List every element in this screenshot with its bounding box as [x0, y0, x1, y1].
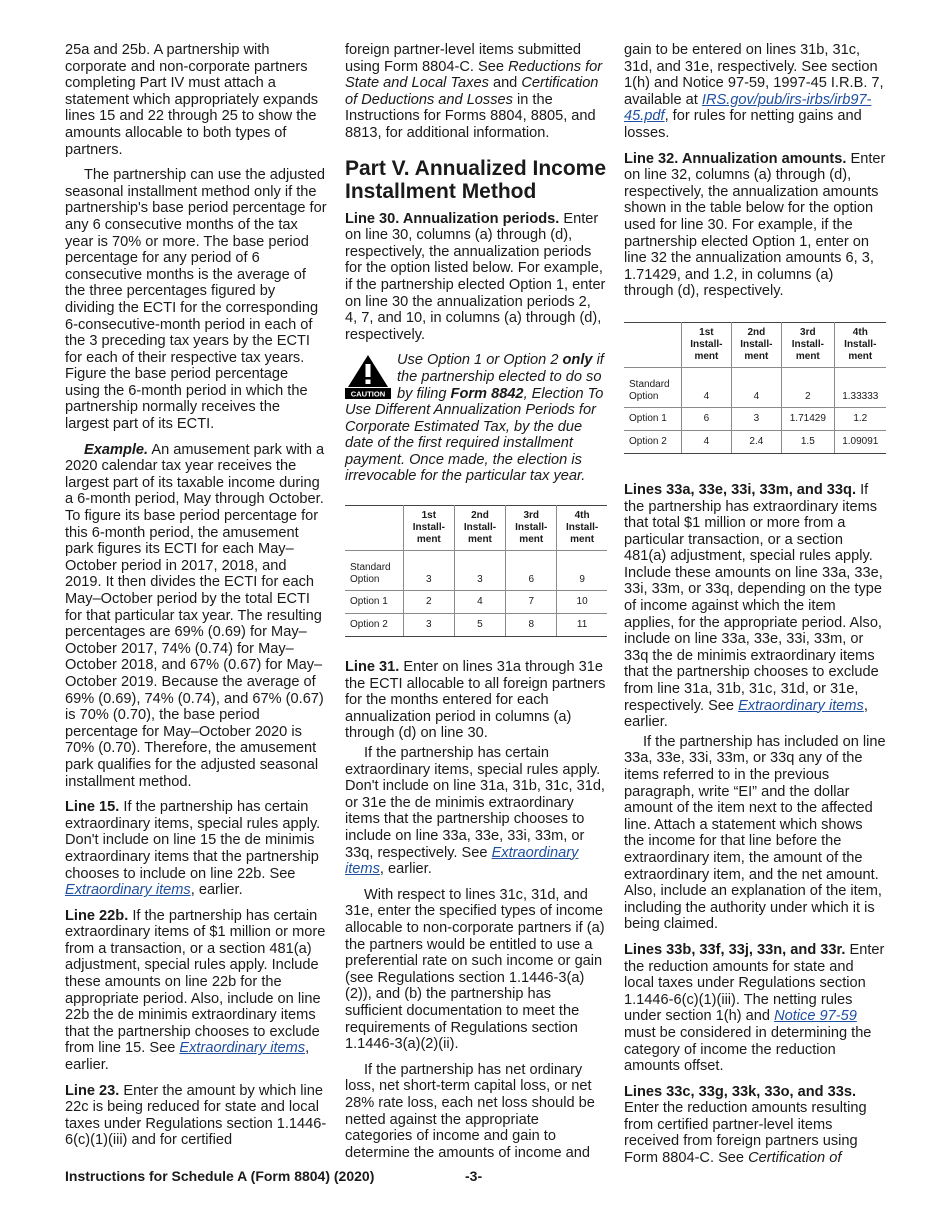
lines-33b-paragraph: [624, 942, 886, 1075]
table-cell: 1.33333: [834, 367, 886, 407]
example-label: Example.: [84, 441, 149, 458]
table-cell: Option 2: [624, 430, 682, 453]
table-row: [624, 367, 886, 407]
paragraph: 25a and 25b. A partnership with corporate and non-corporate partners completing Part IV must attach a statement which appropriately expands lines 15 and 22 through 25 to show the amounts allocable to both types of partners.: [65, 42, 319, 158]
notice-97-59-link[interactable]: Notice 97-59: [774, 1008, 857, 1025]
table-header: 3rd Install-ment: [506, 506, 557, 551]
text: in the Instructions for Forms 8804, 8805, and 8813, for additional information.: [345, 91, 596, 141]
table-cell: 2.4: [731, 430, 781, 453]
table-cell: 4: [682, 367, 731, 407]
table-row: [345, 614, 607, 637]
paragraph: With respect to lines 31c, 31d, and 31e, enter the specified types of income allocable to non-corporate partners if (a) the partners would be entitled to use a preferential rate on such income or gain (see Regulations section 1.1446-3(a)(2)), and (b) the partnership has sufficient documentation to meet the requirements of Regulations section 1.1446-3(a)(2)(ii).: [345, 886, 605, 1053]
table-cell: 8: [506, 614, 557, 637]
text: Form 8842: [450, 385, 524, 402]
table-header: 3rd Install-ment: [782, 322, 835, 367]
line-15-label: Line 15.: [65, 799, 120, 816]
table-row: [624, 430, 886, 453]
line-15-paragraph: [65, 799, 327, 899]
lines-33c-label: Lines 33c, 33g, 33k, 33o, and 33s.: [624, 1083, 857, 1100]
line-31-text: Enter on lines 31a through 31e the ECTI allocable to all foreign partners for the months entered for each annualization period in columns (a) through (d) on line 30.: [345, 659, 606, 742]
line-23-label: Line 23.: [65, 1082, 120, 1099]
lines-33c-text: Enter the reduction amounts resulting from certified partner-level items received from foreign partners using Form 8804-C. See: [624, 1100, 867, 1167]
line-32-paragraph: [624, 151, 886, 300]
line-30-label: Line 30. Annualization periods.: [345, 210, 560, 227]
text: gain to be entered on lines 31b, 31c, 31d, and 31e, respectively. See section 1(h) and Notice 97-59, 1997-45 I.R.B. 7, available at: [624, 42, 884, 108]
table-cell: 3: [404, 614, 455, 637]
example-paragraph: [65, 442, 327, 790]
table-cell: 3: [404, 551, 455, 591]
text: Use Option 1 or Option 2: [397, 352, 559, 369]
table-cell: 2: [782, 367, 835, 407]
table-cell: 10: [557, 591, 607, 614]
line-15-text: If the partnership has certain extraordinary items, special rules apply. Don't include on line 15 the de minimis extraordinary items that the partnership chooses to include on line 22b. See: [65, 799, 321, 882]
caution-note: [345, 352, 607, 485]
lines-33a-text: If the partnership has extraordinary items that total $1 million or more from a particular transaction, or a section 481(a) adjustment, special rules apply. Include these amounts on line 33a, 33e, 33i, 33m, or 33q, depending on the type of income against which the item applies, for the appropriate period. Also, include on line 33a, 33e, 33i, 33m, or 33q the de minimis extraordinary items that the partnership chooses to exclude from line 31a, 31b, 31c, 31d, or 31e, respectively. See: [624, 481, 883, 714]
table-cell: 1.5: [782, 430, 835, 453]
line-30-text: Enter on line 30, columns (a) through (d), respectively, the annualization periods for the option listed below. For example, if the partnership elected Option 1, enter on line 30 the annualization periods 2, 4, 7, and 10, in columns (a) through (d), respectively.: [345, 210, 606, 343]
line-32-text: Enter on line 32, columns (a) through (d), respectively, the annualization amounts shown in the table below for the option used for line 30. For example, if the partnership elected Option 1, enter on line 32 the annualization amounts 6, 3, 1.71429, and 1.2, in columns (a) through (d), respectively.: [624, 150, 886, 300]
table-cell: 6: [682, 407, 731, 430]
table-header: 4th Install-ment: [834, 322, 886, 367]
table-cell: 2: [404, 591, 455, 614]
reference-title: Reductions for State and Local Taxes: [345, 58, 603, 92]
table-cell: 5: [454, 614, 506, 637]
reference-title: Certification of: [748, 1150, 842, 1167]
column-3: [624, 42, 886, 1176]
table-cell: Option 2: [345, 614, 404, 637]
lines-33a-label: Lines 33a, 33e, 33i, 33m, and 33q.: [624, 481, 857, 498]
table-cell: Option 1: [345, 591, 404, 614]
table-header: [345, 506, 404, 551]
table-cell: 3: [731, 407, 781, 430]
line-31-paragraph: [345, 659, 607, 742]
table-header: 1st Install-ment: [404, 506, 455, 551]
table-cell: Standard Option: [345, 551, 404, 591]
table-cell: 1.71429: [782, 407, 835, 430]
lines-33b-text: Enter the reduction amounts for state and local taxes under Regulations section 1.1446-6(c)(1)(iii). The netting rules under section 1(h) and: [624, 941, 885, 1025]
extraordinary-items-link[interactable]: Extraordinary items: [179, 1040, 306, 1057]
irs-pub-link[interactable]: IRS.gov/pub/irs-irbs/irb97-45.pdf: [624, 91, 872, 125]
line-30-paragraph: [345, 211, 607, 344]
page-number: -3-: [465, 1168, 483, 1184]
table-row: [624, 407, 886, 430]
paragraph: If the partnership has included on line 33a, 33e, 33i, 33m, or 33q any of the items referred to in the previous paragraph, write “EI” and the dollar amount of the item next to the affected line. Attach a statement which shows the income for that line before the extraordinary item, the amount of the extraordinary item, and the net amount. Also, include an explanation of the item, including the authority under which it is being claimed.: [624, 733, 886, 933]
table-cell: 1.09091: [834, 430, 886, 453]
text: and: [492, 75, 518, 92]
paragraph: The partnership can use the adjusted seasonal installment method only if the partnership's base period percentage for any 6 consecutive months of the tax year is 70% or more. The base period percentage for any period of 6 consecutive months is the average of the three percentages figured by dividing the ECTI for the corresponding 6-consecutive-month period in each of the 3 preceding tax years by the ECTI for each of their respective tax years. Figure the base period percentage using the 6-month period in which the partnership normally receives the largest part of its ECTI.: [65, 167, 327, 433]
paragraph: [624, 42, 886, 142]
table-cell: 6: [506, 551, 557, 591]
table-header: 4th Install-ment: [557, 506, 607, 551]
table-cell: 4: [682, 430, 731, 453]
line-32-label: Line 32. Annualization amounts.: [624, 150, 847, 167]
column-1: [65, 42, 327, 1158]
text: foreign partner-level items submitted using Form 8804-C. See: [345, 42, 582, 75]
line-31-label: Line 31.: [345, 659, 400, 676]
annualization-periods-table: [345, 505, 607, 637]
text: If the partnership has certain extraordinary items, special rules apply. Don't include on line 31a, 31b, 31c, 31d, or 31e the de minimis extraordinary items that the partnership chooses to include on line 33a, 33e, 33i, 33m, or 33q, respectively. See: [345, 745, 605, 861]
text: if the partnership elected to do so by filing: [397, 352, 604, 402]
table-row: [345, 551, 607, 591]
line-22b-label: Line 22b.: [65, 907, 129, 924]
column-2: [345, 42, 607, 1170]
line-23-text: Enter the amount by which line 22c is being reduced for state and local taxes under Regulations section 1.1446-6(c)(1)(iii) and for certified: [65, 1082, 327, 1149]
table-cell: 4: [454, 591, 506, 614]
paragraph: [345, 42, 607, 142]
caution-icon: [345, 354, 391, 399]
text: , Election To Use Different Annualization Periods for Corporate Estimated Tax, by the due date of the first required installment payment. Once made, the election is irrevocable for the particular tax year.: [345, 385, 604, 485]
table-cell: 3: [454, 551, 506, 591]
extraordinary-items-link[interactable]: Extraordinary items: [345, 844, 579, 878]
section-heading: Part V. Annualized Income Installment Method: [345, 156, 607, 203]
footer-title: Instructions for Schedule A (Form 8804) (2020): [65, 1168, 375, 1184]
text: , for rules for netting gains and losses.: [624, 108, 862, 141]
paragraph: [345, 745, 607, 878]
lines-33c-paragraph: [624, 1084, 886, 1167]
example-text: An amusement park with a 2020 calendar tax year receives the largest part of its taxable income during a 6-month period, May through October. To figure its base period percentage for this 6-month period, the amusement park figures its ECTI for each May–October period in 2017, 2018, and 2019. It then divides the ECTI for each May–October period by the total ECTI for that particular tax year. The resulting percentages are 69% (0.69) for May–October 2017, 74% (0.74) for May–October 2018, and 67% (0.67) for May–October 2019. Because the average of 69% (0.69), 74% (0.74), and 67% (0.67) is 70% (0.70), the base period percentage for May–October 2020 is 70% (0.70). Therefore, the amusement park qualifies for the adjusted seasonal installment method.: [65, 441, 325, 790]
reference-title: Certification of Deductions and Losses: [345, 75, 599, 108]
line-23-paragraph: [65, 1083, 327, 1149]
lines-33b-label: Lines 33b, 33f, 33j, 33n, and 33r.: [624, 941, 846, 958]
table-cell: Standard Option: [624, 367, 682, 407]
caution-label: CAUTION: [350, 389, 386, 399]
table-row: [345, 591, 607, 614]
line-22b-text: If the partnership has certain extraordinary items of $1 million or more from a transaction, or a section 481(a) adjustment, special rules apply. Include these amounts on line 22b for the appropriate period. Also, include on line 22b the de minimis extraordinary items that the partnership chooses to exclude from line 15. See: [65, 907, 326, 1057]
paragraph: If the partnership has net ordinary loss, net short-term capital loss, or net 28% rate loss, each net loss should be netted against the appropriate categories of income and gain to determine the amounts of income and: [345, 1061, 595, 1161]
table-cell: Option 1: [624, 407, 682, 430]
table-header: 1st Install-ment: [682, 322, 731, 367]
link-suffix: , earlier.: [190, 882, 243, 899]
lines-33b-end: must be considered in determining the category of income the reduction amounts offset.: [624, 1024, 872, 1075]
extraordinary-items-link[interactable]: Extraordinary items: [65, 882, 191, 899]
table-cell: 9: [557, 551, 607, 591]
table-header: [624, 322, 682, 367]
table-cell: 4: [731, 367, 781, 407]
table-header: 2nd Install-ment: [731, 322, 781, 367]
lines-33a-paragraph: [624, 482, 886, 731]
table-header: 2nd Install-ment: [454, 506, 506, 551]
link-suffix: , earlier.: [624, 697, 868, 731]
table-cell: 1.2: [834, 407, 886, 430]
extraordinary-items-link[interactable]: Extraordinary items: [738, 697, 864, 714]
link-suffix: , earlier.: [379, 861, 432, 878]
annualization-amounts-table: [624, 322, 886, 454]
table-cell: 11: [557, 614, 607, 637]
link-suffix: , earlier.: [65, 1040, 310, 1074]
line-22b-paragraph: [65, 908, 327, 1074]
table-cell: 7: [506, 591, 557, 614]
text: only: [562, 352, 593, 369]
